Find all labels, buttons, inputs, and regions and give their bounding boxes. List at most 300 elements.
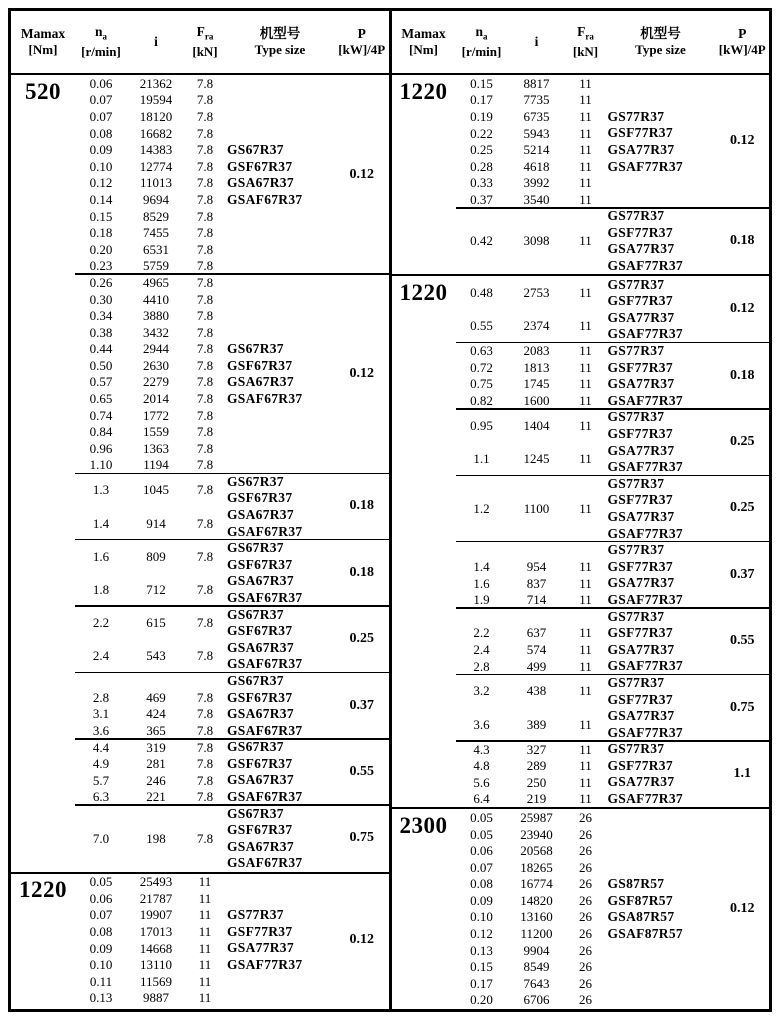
na-value: 0.44 — [89, 341, 113, 357]
ratio-value: 1559 — [143, 424, 169, 440]
col-header-power: P [kW]/4P — [338, 25, 386, 58]
na-value: 0.06 — [470, 843, 493, 859]
type-size: GSA67R37 — [227, 838, 294, 854]
ratio-value: 424 — [146, 706, 166, 722]
type-size: GSAF87R57 — [607, 925, 683, 941]
rating-block — [11, 75, 389, 274]
fra-value: 7.8 — [196, 706, 214, 722]
fra-value: 7.8 — [196, 241, 214, 257]
type-size: GSAF67R37 — [227, 656, 303, 672]
fra-value: 11 — [579, 125, 592, 141]
type-size: GSF77R37 — [607, 359, 673, 375]
fra-value: 11 — [579, 683, 592, 699]
type-size: GSF77R37 — [607, 293, 673, 309]
fra-value: 11 — [579, 343, 592, 359]
na-value: 1.9 — [473, 592, 490, 608]
na-value: 0.25 — [470, 142, 493, 158]
type-size: GS67R37 — [227, 141, 284, 157]
ratio-value: 389 — [526, 716, 547, 732]
ratio-value: 198 — [146, 830, 166, 846]
na-value: 0.06 — [89, 75, 113, 91]
type-size: GSA77R37 — [607, 508, 675, 524]
na-value: 0.11 — [89, 973, 113, 989]
power-value: 0.75 — [730, 699, 755, 715]
na-value: 0.30 — [89, 291, 113, 307]
fra-value: 7.8 — [196, 291, 214, 307]
ratio-value: 13110 — [139, 957, 173, 973]
fra-value: 11 — [579, 625, 592, 641]
fra-value: 7.8 — [196, 92, 214, 108]
rating-block — [11, 540, 389, 606]
col-header-type: 机型号 Type size — [254, 25, 306, 58]
ratio-value: 8817 — [523, 75, 550, 91]
na-value: 4.8 — [473, 758, 490, 774]
na-value: 0.34 — [89, 308, 113, 324]
ratio-value: 2014 — [143, 391, 169, 407]
ratio-value: 327 — [526, 741, 547, 757]
rating-block — [392, 276, 770, 342]
fra-value: 7.8 — [196, 225, 214, 241]
ratio-value: 14383 — [139, 142, 173, 158]
fra-value: 11 — [579, 592, 592, 608]
na-value: 0.26 — [89, 274, 113, 290]
power-value: 0.18 — [730, 232, 755, 248]
na-value: 0.08 — [89, 125, 113, 141]
col-header-fra: $F_{ra}$ [kN] — [572, 24, 599, 59]
rating-block — [392, 809, 770, 1008]
col-header-mamax: Mamax [Nm] — [401, 25, 446, 58]
ratio-value: 18120 — [139, 108, 173, 124]
fra-value: 11 — [579, 758, 592, 774]
fra-value: 26 — [579, 809, 592, 825]
power-value: 0.37 — [730, 566, 755, 582]
power-value: 0.12 — [730, 900, 755, 916]
type-size: GSAF77R37 — [607, 525, 683, 541]
na-value: 0.63 — [470, 343, 493, 359]
ratio-value: 3540 — [523, 191, 550, 207]
na-value: 0.08 — [89, 924, 113, 940]
type-size: GS77R37 — [227, 907, 284, 923]
rating-block — [11, 874, 389, 1007]
type-size: GSF67R37 — [227, 490, 293, 506]
na-value: 1.4 — [473, 559, 490, 575]
type-size: GS67R37 — [227, 805, 284, 821]
na-value: 0.50 — [89, 357, 113, 373]
ratio-value: 19907 — [139, 907, 173, 923]
ratio-value: 5214 — [523, 142, 550, 158]
type-size: GSA77R37 — [607, 241, 675, 257]
ratio-value: 4618 — [523, 158, 550, 174]
fra-value: 11 — [579, 359, 592, 375]
mamax-value: 520 — [25, 78, 61, 104]
ratio-value: 7455 — [143, 225, 169, 241]
na-value: 0.10 — [89, 957, 113, 973]
type-size: GS67R37 — [227, 473, 284, 489]
fra-value: 11 — [198, 874, 212, 890]
type-size: GS77R37 — [607, 674, 665, 690]
power-value: 0.55 — [730, 633, 755, 649]
fra-value: 7.8 — [196, 424, 214, 440]
na-value: 0.10 — [89, 158, 113, 174]
na-value: 0.13 — [470, 942, 493, 958]
type-size: GSA77R37 — [607, 575, 675, 591]
type-size: GSA77R37 — [607, 309, 675, 325]
type-size: GSF77R37 — [607, 558, 673, 574]
na-value: 0.09 — [89, 940, 113, 956]
ratio-value: 615 — [146, 615, 166, 631]
rating-block — [11, 274, 389, 473]
na-value: 0.48 — [470, 285, 493, 301]
ratio-value: 4410 — [143, 291, 169, 307]
col-header-na: $n_a$ [r/min] — [461, 24, 502, 59]
ratio-value: 438 — [526, 683, 547, 699]
ratio-value: 1100 — [523, 500, 550, 516]
fra-value: 11 — [579, 318, 592, 334]
na-value: 0.20 — [89, 241, 113, 257]
power-value: 0.18 — [349, 498, 374, 514]
power-value: 0.12 — [349, 365, 374, 381]
fra-value: 7.8 — [196, 274, 214, 290]
rating-block — [11, 473, 389, 539]
fra-value: 11 — [579, 451, 592, 467]
type-size: GS77R37 — [607, 475, 665, 491]
power-value: 0.12 — [349, 166, 374, 182]
ratio-value: 11013 — [139, 175, 173, 191]
ratio-value: 637 — [526, 625, 547, 641]
ratio-value: 19594 — [139, 92, 173, 108]
type-size: GSF67R37 — [227, 689, 293, 705]
ratio-value: 11569 — [139, 973, 173, 989]
fra-value: 11 — [579, 791, 592, 807]
type-size: GSAF77R37 — [607, 258, 683, 274]
na-value: 4.9 — [92, 756, 110, 772]
type-size: GSA67R37 — [227, 374, 294, 390]
na-value: 1.1 — [473, 451, 490, 467]
ratio-value: 12774 — [139, 158, 173, 174]
ratio-value: 281 — [146, 756, 166, 772]
fra-value: 7.8 — [196, 722, 214, 738]
fra-value: 7.8 — [196, 457, 214, 473]
ratio-value: 289 — [526, 758, 547, 774]
type-size: GSAF67R37 — [227, 523, 303, 539]
type-size: GSA67R37 — [227, 772, 294, 788]
na-value: 2.8 — [473, 658, 490, 674]
na-value: 0.72 — [470, 359, 493, 375]
type-size: GS67R37 — [227, 672, 284, 688]
rating-block — [392, 674, 770, 740]
type-size: GSF77R37 — [607, 492, 673, 508]
fra-value: 7.8 — [196, 615, 214, 631]
ratio-value: 250 — [526, 774, 547, 790]
fra-value: 7.8 — [196, 648, 214, 664]
fra-value: 7.8 — [196, 440, 214, 456]
fra-value: 26 — [579, 826, 592, 842]
na-value: 3.6 — [473, 716, 490, 732]
fra-value: 11 — [198, 957, 212, 973]
power-value: 0.18 — [349, 564, 374, 580]
ratio-value: 469 — [146, 689, 166, 705]
power-value: 0.12 — [349, 931, 374, 947]
na-value: 1.8 — [92, 581, 110, 597]
ratio-value: 4965 — [143, 274, 169, 290]
torque-section-1220 — [11, 872, 389, 1007]
type-size: GSA77R37 — [227, 940, 294, 956]
table-header — [11, 11, 389, 75]
fra-value: 7.8 — [196, 324, 214, 340]
ratio-value: 2279 — [143, 374, 169, 390]
type-size: GSA77R37 — [607, 376, 675, 392]
fra-value: 26 — [579, 876, 592, 892]
type-size: GSF77R37 — [607, 757, 673, 773]
na-value: 0.19 — [470, 108, 493, 124]
fra-value: 7.8 — [196, 258, 214, 274]
ratio-value: 5943 — [523, 125, 550, 141]
type-size: GSAF67R37 — [227, 589, 303, 605]
type-size: GSA77R37 — [607, 708, 675, 724]
type-size: GS67R37 — [227, 606, 284, 622]
ratio-value: 1404 — [523, 417, 550, 433]
fra-value: 7.8 — [196, 407, 214, 423]
fra-value: 11 — [198, 924, 212, 940]
type-size: GS77R37 — [607, 343, 665, 359]
fra-value: 7.8 — [196, 482, 214, 498]
ratio-value: 574 — [526, 641, 547, 657]
type-size: GSAF77R37 — [607, 724, 683, 740]
na-value: 0.14 — [89, 191, 113, 207]
ratio-value: 7643 — [523, 975, 550, 991]
ratio-value: 25987 — [520, 809, 553, 825]
na-value: 1.10 — [89, 457, 113, 473]
na-value: 0.37 — [470, 191, 493, 207]
ratio-value: 246 — [146, 772, 166, 788]
rating-block — [392, 75, 770, 208]
na-value: 0.18 — [89, 225, 113, 241]
type-size: GSAF77R37 — [227, 957, 303, 973]
na-value: 3.6 — [92, 722, 110, 738]
fra-value: 7.8 — [196, 374, 214, 390]
fra-value: 11 — [579, 658, 592, 674]
ratio-value: 21362 — [139, 75, 173, 91]
type-size: GS77R37 — [607, 108, 665, 124]
na-value: 0.12 — [470, 926, 493, 942]
na-value: 0.75 — [470, 376, 493, 392]
spec-table — [8, 8, 772, 1012]
ratio-value: 8529 — [143, 208, 169, 224]
type-size: GSAF67R37 — [227, 390, 303, 406]
col-header-mamax: Mamax [Nm] — [20, 25, 66, 58]
na-value: 0.15 — [470, 75, 493, 91]
fra-value: 26 — [579, 926, 592, 942]
fra-value: 7.8 — [196, 158, 214, 174]
na-value: 0.65 — [89, 391, 113, 407]
fra-value: 7.8 — [196, 515, 214, 531]
na-value: 0.13 — [89, 990, 113, 1006]
na-value: 0.17 — [470, 975, 493, 991]
ratio-value: 954 — [526, 559, 547, 575]
type-size: GSF77R37 — [607, 691, 673, 707]
type-size: GSF67R37 — [227, 158, 293, 174]
ratio-value: 837 — [526, 575, 547, 591]
type-size: GSAF77R37 — [607, 326, 683, 342]
fra-value: 7.8 — [196, 191, 214, 207]
fra-value: 11 — [579, 774, 592, 790]
na-value: 7.0 — [92, 830, 110, 846]
ratio-value: 25493 — [139, 874, 173, 890]
type-size: GSF67R37 — [227, 623, 293, 639]
torque-section-1220 — [392, 75, 770, 274]
power-value: 0.12 — [730, 301, 755, 317]
mamax-value: 1220 — [399, 78, 448, 104]
ratio-value: 1194 — [143, 457, 169, 473]
na-value: 2.8 — [92, 689, 110, 705]
ratio-value: 9887 — [143, 990, 169, 1006]
ratio-value: 11200 — [520, 926, 553, 942]
na-value: 0.15 — [89, 208, 113, 224]
fra-value: 11 — [579, 191, 592, 207]
ratio-value: 3432 — [143, 324, 169, 340]
type-size: GS67R37 — [227, 341, 284, 357]
na-value: 6.4 — [473, 791, 490, 807]
rating-block — [392, 208, 770, 274]
torque-section-2300 — [392, 807, 770, 1008]
ratio-value: 3992 — [523, 175, 550, 191]
ratio-value: 1745 — [523, 376, 550, 392]
ratio-value: 2944 — [143, 341, 169, 357]
ratio-value: 365 — [146, 722, 166, 738]
ratio-value: 714 — [526, 592, 547, 608]
na-value: 5.6 — [473, 774, 490, 790]
ratio-value: 8549 — [523, 959, 550, 975]
na-value: 0.07 — [470, 859, 493, 875]
fra-value: 7.8 — [196, 308, 214, 324]
col-header-power: P [kW]/4P — [718, 25, 766, 58]
type-size: GSF67R37 — [227, 556, 293, 572]
na-value: 0.05 — [470, 826, 493, 842]
rating-block — [392, 542, 770, 608]
fra-value: 11 — [198, 940, 212, 956]
type-size: GS87R57 — [607, 876, 665, 892]
ratio-value: 1245 — [523, 451, 550, 467]
fra-value: 7.8 — [196, 789, 214, 805]
mamax-value: 1220 — [19, 877, 67, 903]
ratio-value: 6735 — [523, 108, 550, 124]
na-value: 0.82 — [470, 393, 493, 409]
type-size: GSF77R37 — [607, 625, 673, 641]
ratio-value: 16774 — [520, 876, 553, 892]
table-right-half — [389, 11, 770, 1009]
type-size: GSA67R37 — [227, 706, 294, 722]
ratio-value: 543 — [146, 648, 166, 664]
na-value: 0.42 — [470, 233, 493, 249]
na-value: 0.05 — [89, 874, 113, 890]
ratio-value: 9694 — [143, 191, 169, 207]
rating-block — [11, 606, 389, 672]
type-size: GSAF67R37 — [227, 855, 303, 871]
power-value: 0.25 — [730, 434, 755, 450]
ratio-value: 499 — [526, 658, 547, 674]
type-size: GS67R37 — [227, 739, 284, 755]
fra-value: 11 — [198, 907, 212, 923]
torque-section-1220 — [392, 274, 770, 807]
rating-block — [392, 343, 770, 409]
fra-value: 7.8 — [196, 125, 214, 141]
type-size: GSA77R37 — [607, 774, 675, 790]
power-value: 0.25 — [730, 500, 755, 516]
fra-value: 26 — [579, 859, 592, 875]
type-size: GSA67R37 — [227, 175, 294, 191]
na-value: 0.22 — [470, 125, 493, 141]
fra-value: 7.8 — [196, 830, 214, 846]
type-size: GSA67R37 — [227, 573, 294, 589]
ratio-value: 2374 — [523, 318, 550, 334]
fra-value: 7.8 — [196, 756, 214, 772]
na-value: 1.6 — [473, 575, 490, 591]
na-value: 1.3 — [92, 482, 110, 498]
ratio-value: 1600 — [523, 393, 550, 409]
fra-value: 26 — [579, 892, 592, 908]
ratio-value: 6706 — [523, 992, 550, 1008]
fra-value: 7.8 — [196, 108, 214, 124]
rating-block — [392, 608, 770, 674]
fra-value: 7.8 — [196, 548, 214, 564]
fra-value: 11 — [198, 973, 212, 989]
ratio-value: 16682 — [139, 125, 173, 141]
power-value: 0.37 — [349, 697, 374, 713]
ratio-value: 7735 — [523, 92, 550, 108]
ratio-value: 13160 — [520, 909, 553, 925]
type-size: GSA67R37 — [227, 506, 294, 522]
ratio-value: 1363 — [143, 440, 169, 456]
fra-value: 26 — [579, 909, 592, 925]
na-value: 2.4 — [473, 641, 490, 657]
na-value: 0.06 — [89, 890, 113, 906]
na-value: 0.17 — [470, 92, 493, 108]
fra-value: 7.8 — [196, 581, 214, 597]
ratio-value: 18265 — [520, 859, 553, 875]
rating-block — [11, 672, 389, 738]
rating-block — [11, 805, 389, 871]
fra-value: 11 — [579, 575, 592, 591]
na-value: 0.20 — [470, 992, 493, 1008]
fra-value: 11 — [579, 175, 592, 191]
fra-value: 7.8 — [196, 175, 214, 191]
fra-value: 26 — [579, 843, 592, 859]
na-value: 0.96 — [89, 440, 113, 456]
type-size: GSAF77R37 — [607, 158, 683, 174]
fra-value: 7.8 — [196, 142, 214, 158]
na-value: 0.23 — [89, 258, 113, 274]
power-value: 0.25 — [349, 631, 374, 647]
ratio-value: 1772 — [143, 407, 169, 423]
fra-value: 11 — [579, 285, 592, 301]
na-value: 0.08 — [470, 876, 493, 892]
ratio-value: 14668 — [139, 940, 173, 956]
type-size: GSF77R37 — [607, 125, 673, 141]
na-value: 3.2 — [473, 683, 490, 699]
ratio-value: 23940 — [520, 826, 553, 842]
power-value: 1.1 — [733, 765, 751, 781]
fra-value: 11 — [579, 641, 592, 657]
ratio-value: 2753 — [523, 285, 550, 301]
power-value: 0.55 — [349, 763, 374, 779]
fra-value: 7.8 — [196, 357, 214, 373]
na-value: 0.15 — [470, 959, 493, 975]
na-value: 0.05 — [470, 809, 493, 825]
ratio-value: 21787 — [139, 890, 173, 906]
fra-value: 11 — [198, 890, 212, 906]
type-size: GSF77R37 — [607, 224, 673, 240]
fra-value: 11 — [579, 393, 592, 409]
